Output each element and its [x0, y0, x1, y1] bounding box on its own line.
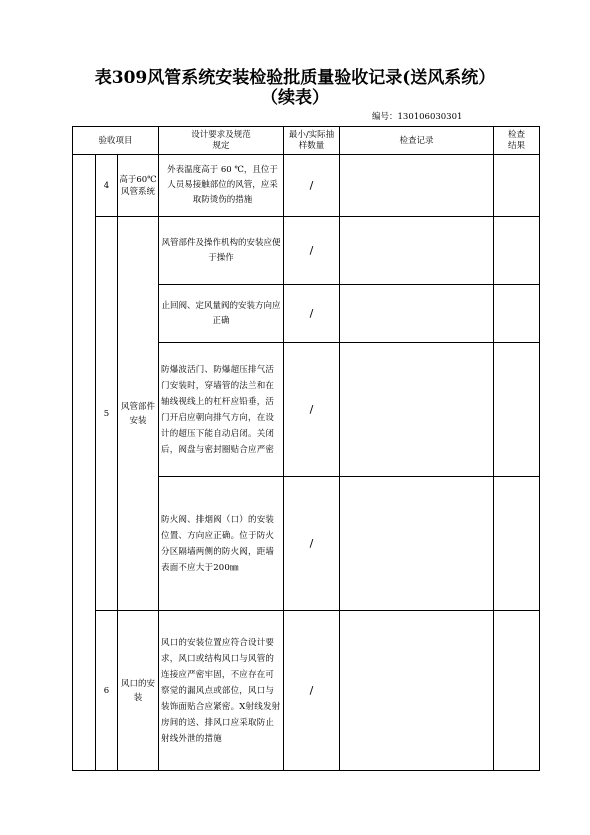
- row-item: 风管部件安装: [118, 217, 159, 611]
- row-record[interactable]: [340, 155, 494, 217]
- row-number: 6: [96, 611, 118, 771]
- row-result[interactable]: [494, 477, 540, 611]
- header-design: 设计要求及规范规定: [159, 127, 284, 155]
- header-result: 检查结果: [494, 127, 540, 155]
- row-result[interactable]: [494, 217, 540, 285]
- row-record[interactable]: [340, 217, 494, 285]
- row-record[interactable]: [340, 343, 494, 477]
- row-record[interactable]: [340, 285, 494, 343]
- row-design: 风管部件及操作机构的安装应便于操作: [159, 217, 284, 285]
- document-code: 编号：130106030301: [372, 112, 463, 122]
- header-sample: 最小/实际抽样数量: [284, 127, 340, 155]
- row-design: 防爆波活门、防爆超压排气活门安装时，穿墙管的法兰和在轴线视线上的杠杆应铅垂，活门开启应朝向排气方向，在设计的超压下能自动启闭。关闭后，阀盘与密封圈贴合应严密: [159, 343, 284, 477]
- row-sample: /: [284, 217, 340, 285]
- row-sample: /: [284, 285, 340, 343]
- row-design: 防火阀、排烟阀（口）的安装位置、方向应正确。位于防火分区隔墙两侧的防火阀，距墙表面不应大于200㎜: [159, 477, 284, 611]
- table-row: [73, 155, 540, 217]
- row-number: 4: [96, 155, 118, 217]
- row-item: 风口的安装: [118, 611, 159, 771]
- row-item: 高于60℃风管系统: [118, 155, 159, 217]
- row-design: 外表温度高于 60 ℃，且位于人员易接触部位的风管，应采取防烫伤的措施: [159, 155, 284, 217]
- table-row: [73, 217, 540, 285]
- row-result[interactable]: [494, 611, 540, 771]
- header-item: 验收项目: [73, 127, 159, 155]
- page-subtitle: （续表）: [261, 88, 329, 108]
- row-result[interactable]: [494, 285, 540, 343]
- table-header-row: [73, 127, 540, 155]
- row-number: 5: [96, 217, 118, 611]
- row-result[interactable]: [494, 343, 540, 477]
- table-row: [73, 611, 540, 771]
- inspection-table: [72, 126, 540, 771]
- row-design: 止回阀、定风量阀的安装方向应正确: [159, 285, 284, 343]
- header-record: 检查记录: [340, 127, 494, 155]
- row-record[interactable]: [340, 477, 494, 611]
- row-group-cell: [73, 155, 96, 771]
- row-sample: /: [284, 155, 340, 217]
- row-sample: /: [284, 611, 340, 771]
- row-design: 风口的安装位置应符合设计要求，风口或结构风口与风管的连接应严密牢固，不应存在可察觉的漏风点或部位，风口与装饰面贴合应紧密。X射线发射房间的送、排风口应采取防止射线外泄的措施: [159, 611, 284, 771]
- page-title: 表309风管系统安装检验批质量验收记录(送风系统）: [94, 68, 496, 88]
- row-record[interactable]: [340, 611, 494, 771]
- row-sample: /: [284, 343, 340, 477]
- row-sample: /: [284, 477, 340, 611]
- row-result[interactable]: [494, 155, 540, 217]
